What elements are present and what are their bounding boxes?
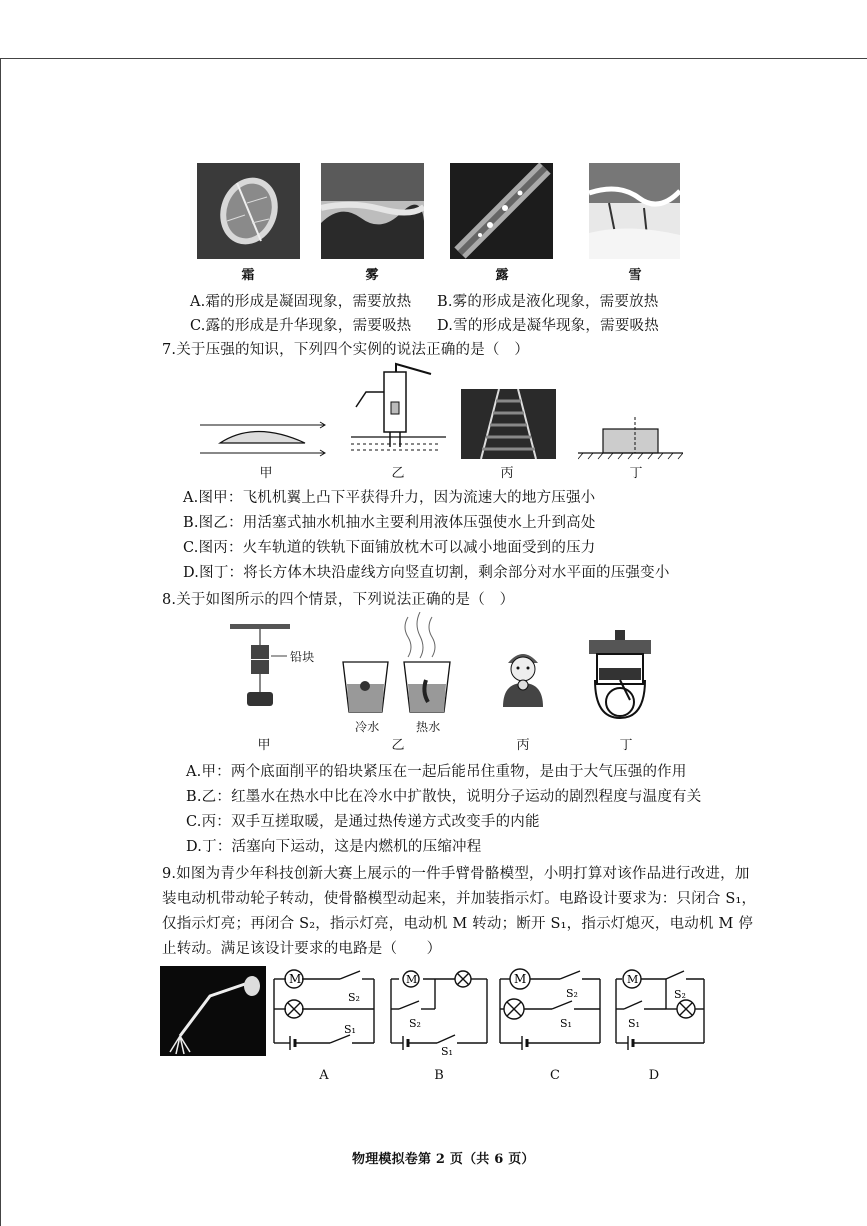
frost-leaf-image bbox=[197, 163, 300, 259]
q6-option-a: A.霜的形成是凝固现象，需要放热 bbox=[190, 294, 412, 310]
snow-tree-image bbox=[589, 163, 680, 259]
fog-caption: 雾 bbox=[365, 268, 379, 283]
frost-caption: 霜 bbox=[241, 268, 255, 283]
circuit-b-s1-label: S₁ bbox=[441, 1045, 453, 1058]
page-footer: 物理模拟卷第 2 页（共 6 页） bbox=[352, 1152, 535, 1167]
cold-water-label: 冷水 bbox=[355, 720, 380, 734]
q8-caption-jia: 甲 bbox=[257, 738, 271, 753]
railway-track-photo bbox=[461, 389, 556, 459]
ink-diffusion-figure bbox=[338, 612, 458, 720]
circuit-d-s2-label: S₂ bbox=[674, 988, 686, 1001]
lead-block-figure bbox=[225, 620, 315, 715]
snow-photo bbox=[589, 163, 680, 259]
circuit-b-caption: B bbox=[434, 1068, 444, 1083]
q7-caption-bing: 丙 bbox=[500, 466, 514, 481]
lead-block-label: 铅块 bbox=[290, 650, 315, 664]
page-top-border bbox=[0, 58, 867, 59]
q7-option-b: B.图乙：用活塞式抽水机抽水主要利用液体压强使水上升到高处 bbox=[183, 515, 596, 531]
circuit-c-s1-label: S₁ bbox=[560, 1017, 572, 1030]
circuit-c-s2-label: S₂ bbox=[566, 987, 578, 1000]
fog-photo bbox=[321, 163, 424, 259]
circuit-d-s1-label: S₁ bbox=[628, 1017, 640, 1030]
wood-block-figure bbox=[578, 417, 683, 462]
circuit-a-s1-label: S₁ bbox=[344, 1023, 356, 1036]
q8-option-c: C.丙：双手互搓取暖，是通过热传递方式改变手的内能 bbox=[186, 814, 540, 830]
q6-option-d: D.雪的形成是凝华现象，需要吸热 bbox=[437, 318, 659, 334]
q9-stem-line3: 仅指示灯亮；再闭合 S₂，指示灯亮，电动机 M 转动；断开 S₁，指示灯熄灭，电动机 M 停 bbox=[162, 916, 754, 932]
dew-photo bbox=[450, 163, 553, 259]
q8-option-b: B.乙：红墨水在热水中比在冷水中扩散快，说明分子运动的剧烈程度与温度有关 bbox=[186, 789, 702, 805]
q8-stem: 8.关于如图所示的四个情景，下列说法正确的是（ ） bbox=[162, 592, 515, 608]
q7-option-c: C.图丙：火车轨道的铁轨下面铺放枕木可以减小地面受到的压力 bbox=[183, 540, 596, 556]
circuit-b-s2-label: S₂ bbox=[409, 1017, 421, 1030]
q7-caption-ding: 丁 bbox=[629, 466, 643, 481]
rubbing-hands-figure bbox=[498, 645, 548, 710]
dew-caption: 露 bbox=[495, 268, 509, 283]
q9-stem-line2: 装电动机带动轮子转动，使骨骼模型动起来，并加装指示灯。电路设计要求为：只闭合 S₁， bbox=[162, 891, 757, 907]
q8-option-a: A.甲：两个底面削平的铅块紧压在一起后能吊住重物，是由于大气压强的作用 bbox=[186, 764, 687, 780]
page-left-border bbox=[0, 58, 1, 1226]
circuit-d-caption: D bbox=[648, 1068, 660, 1083]
snow-caption: 雪 bbox=[628, 268, 642, 283]
q9-stem-line4: 止转动。满足该设计要求的电路是（ ） bbox=[162, 941, 442, 957]
q8-caption-bing: 丙 bbox=[516, 738, 530, 753]
q6-option-b: B.雾的形成是液化现象，需要放热 bbox=[437, 294, 659, 310]
q7-caption-jia: 甲 bbox=[259, 466, 273, 481]
hot-water-label: 热水 bbox=[416, 720, 441, 734]
airplane-wing-figure bbox=[200, 415, 330, 460]
circuit-c-motor-label: M bbox=[514, 972, 527, 986]
circuit-b-motor-label: M bbox=[406, 973, 418, 986]
circuit-b bbox=[385, 965, 493, 1058]
circuit-d bbox=[610, 965, 710, 1058]
water-pump-figure bbox=[346, 362, 446, 460]
circuit-d-motor-label: M bbox=[627, 973, 639, 986]
frost-photo bbox=[197, 163, 300, 259]
dew-grass-image bbox=[450, 163, 553, 259]
circuit-c bbox=[494, 965, 606, 1058]
circuit-c-caption: C bbox=[550, 1068, 560, 1083]
skeleton-arm-photo bbox=[160, 966, 266, 1056]
q7-stem: 7.关于压强的知识，下列四个实例的说法正确的是（ ） bbox=[162, 342, 530, 358]
q7-option-a: A.图甲：飞机机翼上凸下平获得升力，因为流速大的地方压强小 bbox=[183, 490, 596, 506]
q7-option-d: D.图丁：将长方体木块沿虚线方向竖直切割，剩余部分对水平面的压强变小 bbox=[183, 565, 670, 581]
q8-caption-yi: 乙 bbox=[391, 738, 405, 753]
q6-option-c: C.露的形成是升华现象，需要吸热 bbox=[190, 318, 412, 334]
engine-piston-figure bbox=[585, 630, 655, 720]
q9-stem-line1: 9.如图为青少年科技创新大赛上展示的一件手臂骨骼模型，小明打算对该作品进行改进，加 bbox=[162, 866, 750, 882]
circuit-a bbox=[268, 965, 380, 1058]
fog-mountain-image bbox=[321, 163, 424, 259]
circuit-a-motor-label: M bbox=[289, 972, 302, 986]
circuit-a-s2-label: S₂ bbox=[348, 991, 360, 1004]
q8-caption-ding: 丁 bbox=[619, 738, 633, 753]
q8-option-d: D.丁：活塞向下运动，这是内燃机的压缩冲程 bbox=[186, 839, 482, 855]
q7-caption-yi: 乙 bbox=[391, 466, 405, 481]
circuit-a-caption: A bbox=[319, 1068, 329, 1083]
